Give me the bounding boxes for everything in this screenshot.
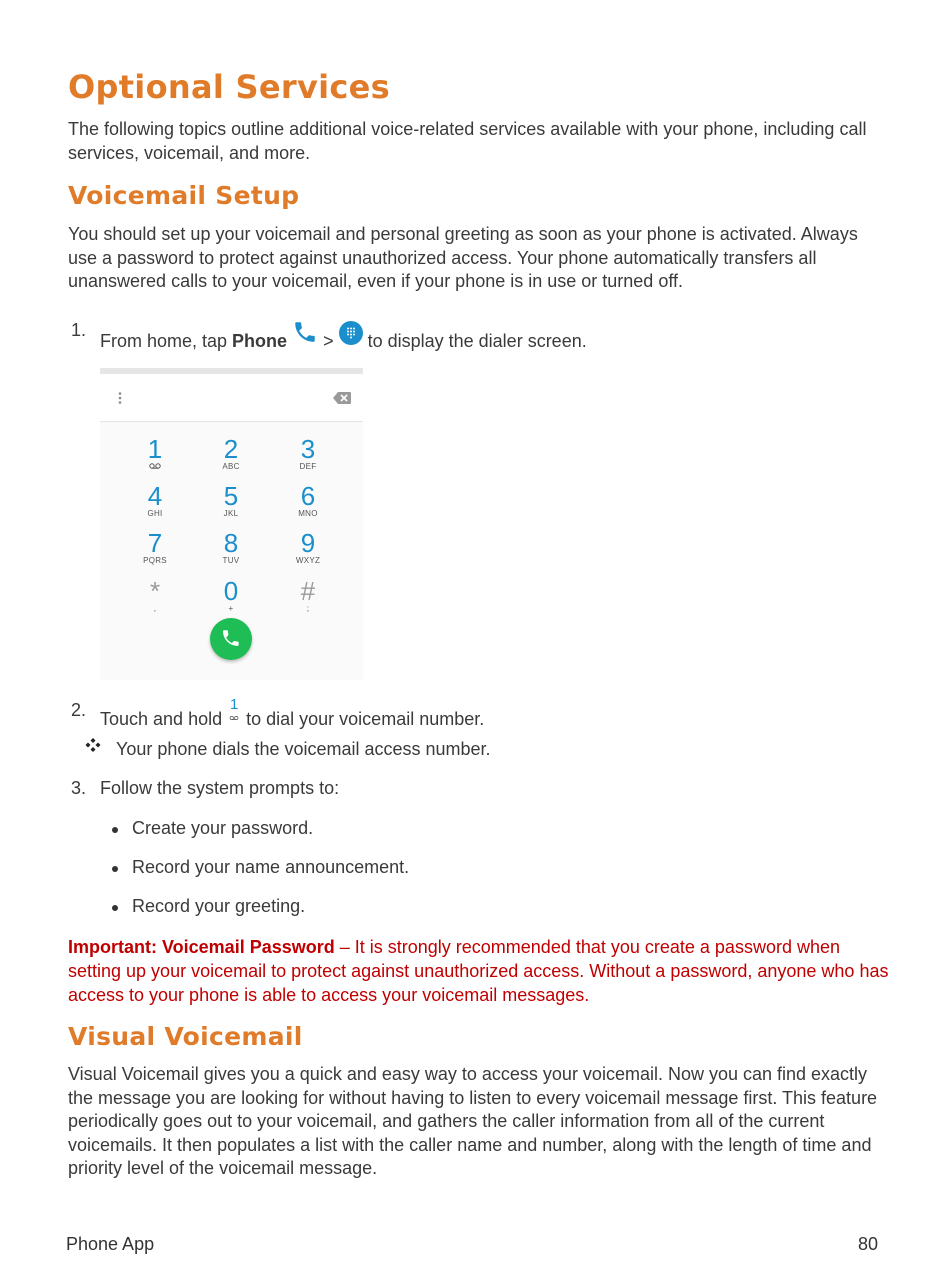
step-3-number: 3. <box>71 778 87 798</box>
footer-section-name: Phone App <box>66 1234 155 1254</box>
overflow-menu-icon[interactable] <box>117 391 123 405</box>
voicemail-icon <box>229 715 239 721</box>
dial-key-digit: * <box>149 576 161 606</box>
dial-key-letters: , <box>153 604 157 613</box>
bullet-item: Record your name announcement. <box>132 857 410 877</box>
dial-key-letters: + <box>228 604 234 613</box>
bullet-dot <box>112 905 118 911</box>
dial-key-digit: 5 <box>223 481 239 511</box>
phone-handset-icon <box>292 319 318 351</box>
footer-page-number: 80 <box>858 1234 879 1254</box>
important-note <box>68 935 898 1007</box>
bullet-item: Create your password. <box>132 818 314 838</box>
step-1-pre: From home, tap <box>100 331 233 351</box>
visual-voicemail-heading: Visual Voicemail <box>68 1022 303 1051</box>
dial-key-digit: 0 <box>223 576 239 606</box>
bullet-dot <box>112 827 118 833</box>
dialpad-icon <box>339 321 363 351</box>
step-1-phone-label: Phone <box>232 331 288 351</box>
phone-handset-icon <box>210 618 252 660</box>
dial-key-1[interactable] <box>125 436 185 473</box>
dialer-number-field[interactable] <box>100 374 363 422</box>
step-1-text <box>100 319 587 353</box>
important-text: – It is strongly recommended that you create a password when setting up your voicemail to protect against unauthorized access. Without a password, anyone who has access to your phone is able to access your voicemail messages. <box>68 937 889 1005</box>
dial-key-letters: MNO <box>298 509 318 518</box>
dial-key-7[interactable] <box>125 530 185 566</box>
dial-key-9[interactable] <box>278 530 338 566</box>
dial-key-digit: 6 <box>300 481 316 511</box>
voicemail-setup-paragraph: You should set up your voicemail and personal greeting as soon as your phone is activated. Always use a password to protect against unauthorized access. Your phone automatically transfers all unanswered calls to your voicemail, even if your phone is in use or turned off. <box>68 224 858 291</box>
important-label: Important: Voicemail Password <box>68 937 335 957</box>
step-2-text <box>100 696 485 731</box>
dial-key-1-digit: 1 <box>229 696 239 713</box>
call-button[interactable] <box>210 618 252 660</box>
bullet-item: Record your greeting. <box>132 896 306 916</box>
dial-key-digit: 7 <box>147 528 163 558</box>
step-2-post: to dial your voicemail number. <box>246 709 485 729</box>
step-3-text: Follow the system prompts to: <box>100 778 340 798</box>
dial-key-letters: WXYZ <box>295 556 321 565</box>
page-title: Optional Services <box>68 68 391 106</box>
diamond-bullet-icon <box>84 737 102 753</box>
dial-key-letters: ; <box>306 604 310 613</box>
dial-key-digit: 1 <box>147 434 163 464</box>
backspace-icon[interactable] <box>332 391 352 405</box>
step-1-number: 1. <box>71 320 87 340</box>
dial-key-hash[interactable] <box>278 578 338 614</box>
visual-voicemail-paragraph: Visual Voicemail gives you a quick and easy way to access your voicemail. Now you can find exactly the message you are looking for without having to listen to every voicemail message first. This feature periodically goes out to your voicemail, and gathers the caller information from all of the current voicemails. It then populates a list with the caller name and number, along with the length of time and priority level of the voicemail message. <box>68 1064 878 1178</box>
dial-key-1-icon <box>227 696 241 721</box>
dial-key-letters: TUV <box>222 556 240 565</box>
step-2-pre: Touch and hold <box>100 709 228 729</box>
dial-key-2[interactable] <box>201 436 261 472</box>
dial-key-digit: 8 <box>223 528 239 558</box>
voicemail-setup-heading: Voicemail Setup <box>68 181 300 210</box>
dial-key-letters: GHI <box>147 509 163 518</box>
bullet-dot <box>112 866 118 872</box>
dial-key-star[interactable] <box>125 578 185 614</box>
dial-key-0[interactable] <box>201 578 261 614</box>
intro-paragraph: The following topics outline additional voice-related services available with your phone, including call services, voicemail, and more. <box>68 119 867 163</box>
dial-key-letters: DEF <box>299 462 317 471</box>
step-2-note: Your phone dials the voicemail access number. <box>116 739 491 759</box>
dial-key-4[interactable] <box>125 483 185 519</box>
dial-key-letters: ABC <box>222 462 240 471</box>
dial-key-6[interactable] <box>278 483 338 519</box>
dial-key-digit: 4 <box>147 481 163 511</box>
step-1-post: to display the dialer screen. <box>362 331 587 351</box>
step-2-number: 2. <box>71 700 87 720</box>
dial-key-3[interactable] <box>278 436 338 472</box>
dialer-screenshot <box>100 368 363 680</box>
dial-key-letters: PQRS <box>143 556 167 565</box>
step-1-separator: > <box>318 331 339 351</box>
dial-key-5[interactable] <box>201 483 261 519</box>
dial-key-digit: # <box>300 576 316 606</box>
dial-key-8[interactable] <box>201 530 261 566</box>
dial-key-letters: JKL <box>223 509 239 518</box>
dial-key-digit: 9 <box>300 528 316 558</box>
voicemail-icon <box>125 462 185 473</box>
dial-key-digit: 3 <box>300 434 316 464</box>
dial-key-digit: 2 <box>223 434 239 464</box>
